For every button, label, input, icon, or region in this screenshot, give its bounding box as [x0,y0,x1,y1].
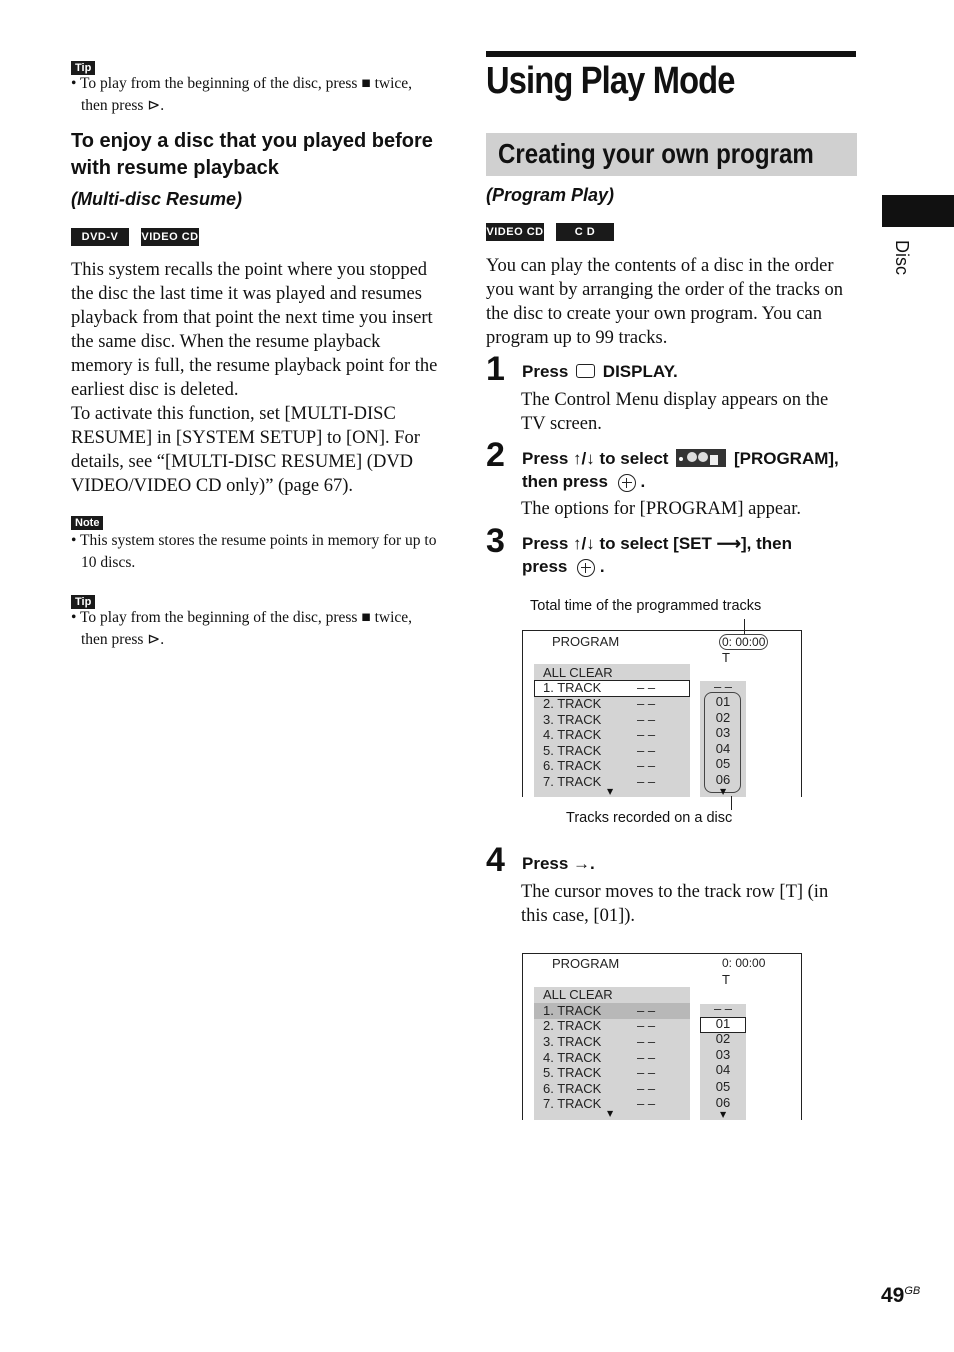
title-rule [486,51,856,57]
section-band-title: Creating your own program [498,138,814,169]
list-item[interactable] [543,743,683,759]
disc-track-numbers [700,1001,746,1120]
program-play-subtitle: (Program Play) [486,185,615,205]
program-menu-2 [522,953,802,1120]
enter-button-icon [577,559,595,577]
step-2-title-line2: then press . [522,472,646,491]
track-value: – – [637,727,656,742]
step-2-desc: The options for [PROGRAM] appear. [521,499,802,519]
track-value: – – [637,1018,656,1033]
section-subtitle: (Multi-disc Resume) [71,189,243,209]
step-2-title [522,447,839,470]
track-value: – – [637,712,656,727]
track-value: – – [637,774,656,789]
number-item[interactable]: 06 [715,772,731,787]
disc-track-numbers [700,681,746,797]
number-item[interactable]: 04 [715,741,731,756]
cd-badge: C D [556,223,614,241]
number-item[interactable]: 02 [715,1031,731,1046]
track-value: – – [637,1034,656,1049]
resume-description [71,258,443,498]
display-button-icon [576,364,595,378]
track-value: – – [637,680,656,695]
step-3-title: Press ↑/↓ to select [SET ⟶], then [522,534,792,553]
number-item[interactable]: 03 [715,725,731,740]
scroll-down-icon[interactable]: ▼ [720,787,727,796]
dvd-v-badge: DVD-V [71,228,129,246]
list-item[interactable] [543,1034,683,1050]
tip-text: To play from the beginning of the disc, press ■ twice, then press ⊳. [80,609,413,648]
total-time: 0: 00:00 [719,634,768,650]
list-item[interactable] [543,712,683,728]
menu-title: PROGRAM [552,956,620,971]
paragraph-1: This system recalls the point where you stopped the disc the last time it was played and resumes playback from that point the next time you insert the same disc. When the resume playback memory is full, the resume playback point for the earliest disc is deleted. [71,260,438,400]
tip-text-2: • To play from the beginning of the disc, press ■ twice, then press ⊳. [71,609,413,648]
number-item[interactable]: 05 [715,1079,731,1094]
page-title: Using Play Mode [486,60,735,102]
callout-total-time: Total time of the programmed tracks [530,598,762,614]
track-value: – – [637,1081,656,1096]
number-item[interactable]: 01 [715,694,731,709]
track-label: 6. TRACK [543,1081,602,1096]
page-number [881,1284,920,1308]
track-label: 5. TRACK [543,743,602,758]
format-badges-right [486,222,614,241]
scroll-down-icon[interactable]: ▼ [607,1109,614,1118]
side-tab-label: Disc [892,240,912,275]
list-item[interactable] [543,1081,683,1097]
track-label: 3. TRACK [543,712,602,727]
track-label: 3. TRACK [543,1034,602,1049]
track-value: – – [637,1065,656,1080]
track-label: 2. TRACK [543,696,602,711]
track-value: – – [637,1003,656,1018]
track-value: – – [637,1096,656,1111]
callout-line-bottom [731,796,732,810]
tip-tag: Tip [71,61,95,75]
note-text-content: This system stores the resume points in memory for up to 10 discs. [80,532,437,571]
step-3-title-line2: press . [522,557,605,576]
track-label: 2. TRACK [543,1018,602,1033]
track-value: – – [637,1050,656,1065]
number-item[interactable]: 03 [715,1047,731,1062]
step-2-text-c: then press [522,472,608,491]
track-label: 7. TRACK [543,774,602,789]
track-label: 7. TRACK [543,1096,602,1111]
callout-disc-tracks: Tracks recorded on a disc [566,810,733,826]
step-1-title [522,360,678,383]
list-item[interactable] [543,1003,683,1019]
step-1-desc: The Control Menu display appears on the TV screen. [521,390,829,434]
number-item[interactable]: – – [713,679,733,694]
step-4-desc: The cursor moves to the track row [T] (in this case, [01]). [521,882,829,926]
step-number-1: 1 [486,350,505,388]
track-label: 1. TRACK [543,680,602,695]
section-title: To enjoy a disc that you played before with resume playback [71,130,433,179]
list-item[interactable] [543,696,683,712]
step-2-text: Press ↑/↓ to select [522,449,669,468]
track-label: 5. TRACK [543,1065,602,1080]
tip-text-1: • To play from the beginning of the disc, press ■ twice, then press ⊳. [71,75,413,114]
all-clear-item[interactable]: ALL CLEAR [543,987,613,1002]
format-badges-left [71,227,199,246]
number-item[interactable]: 02 [715,710,731,725]
track-value: – – [637,696,656,711]
track-label: 4. TRACK [543,727,602,742]
number-item[interactable]: – – [713,1001,733,1016]
track-value: – – [637,758,656,773]
number-item[interactable]: 01 [715,1016,731,1031]
step-2-text-b: [PROGRAM], [733,449,839,468]
total-time: 0: 00:00 [722,956,766,970]
page-suffix: GB [904,1285,921,1297]
tip-tag: Tip [71,595,95,609]
track-label: 1. TRACK [543,1003,602,1018]
list-item[interactable] [543,1065,683,1081]
step-number-3: 3 [486,522,505,560]
track-label: 6. TRACK [543,758,602,773]
number-item[interactable]: 04 [715,1062,731,1077]
list-item[interactable] [543,727,683,743]
list-item[interactable] [543,1050,683,1066]
step-4-title: Press →. [522,854,595,873]
tip-text: To play from the beginning of the disc, press ■ twice, then press ⊳. [80,75,413,114]
program-menu-1 [522,630,802,797]
step-1-text-b: DISPLAY. [602,362,678,381]
menu-title: PROGRAM [552,634,620,649]
step-number-2: 2 [486,436,505,474]
number-item[interactable]: 06 [715,1095,731,1110]
section-band [486,133,857,176]
scroll-down-icon[interactable]: ▼ [607,787,614,796]
number-item[interactable]: 05 [715,756,731,771]
enter-button-icon [618,474,636,492]
list-item[interactable] [543,1018,683,1034]
track-list [534,664,690,797]
track-column-label: T [722,650,730,665]
all-clear-item[interactable]: ALL CLEAR [543,665,613,680]
program-intro: You can play the contents of a disc in the order you want by arranging the order of the tracks on the disc to create your own program. You can program up to 99 tracks. [486,256,844,348]
note-text: • This system stores the resume points in memory for up to 10 discs. [71,532,437,571]
list-item[interactable] [543,680,683,696]
scroll-down-icon[interactable]: ▼ [720,1110,727,1119]
note-block [71,513,103,531]
page-number-value: 49 [881,1284,905,1307]
program-icon [676,449,726,467]
paragraph-2: To activate this function, set [MULTI-DISC RESUME] in [SYSTEM SETUP] to [ON]. For details, see “[MULTI-DISC RESUME] (DVD VIDEO/VIDEO CD only)” (page 67). [71,404,420,496]
step-number-4: 4 [486,841,505,879]
track-column-label: T [722,972,730,987]
track-label: 4. TRACK [543,1050,602,1065]
video-cd-badge: VIDEO CD [141,228,199,246]
step-1-text: Press [522,362,569,381]
note-tag: Note [71,516,103,530]
track-list [534,987,690,1120]
side-tab-bar [882,195,954,227]
step-3-text-c: press [522,557,568,576]
track-value: – – [637,743,656,758]
list-item[interactable] [543,758,683,774]
video-cd-badge: VIDEO CD [486,223,544,241]
